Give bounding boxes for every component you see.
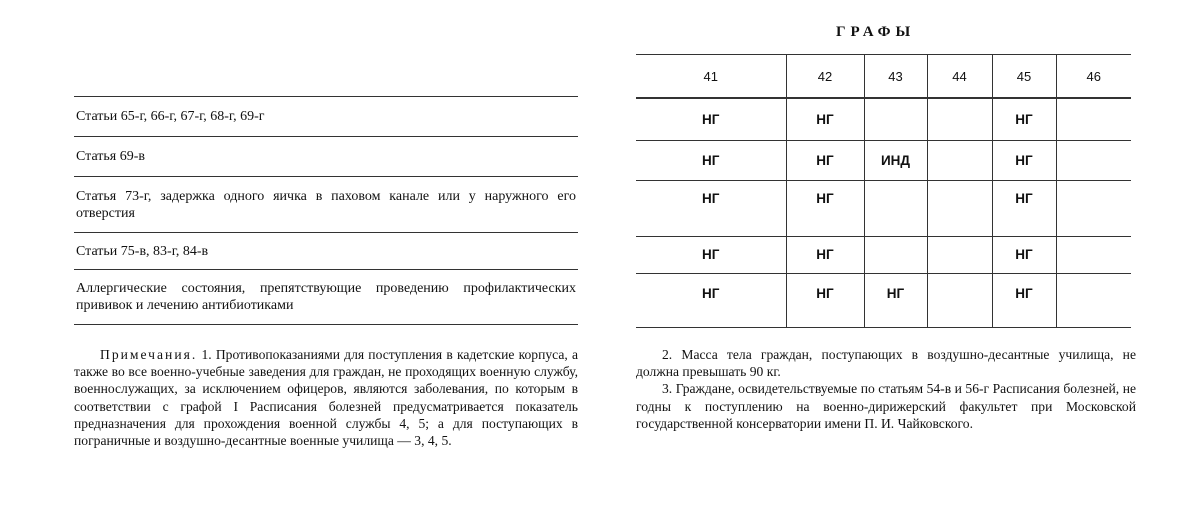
table-cell: [864, 236, 927, 273]
condition-text: Аллергические состояния, препятствующие проведению профилактических прививок и лечению антибиотиками: [76, 281, 576, 313]
table-cell: НГ: [992, 140, 1056, 180]
table-cell: [1056, 236, 1131, 273]
table-cell: НГ: [992, 180, 1056, 236]
column-header: 45: [992, 55, 1056, 99]
condition-text: Статьи 65-г, 66-г, 67-г, 68-г, 69-г: [76, 109, 265, 124]
table-cell: [927, 140, 992, 180]
condition-text: Статья 73-г, задержка одного яичка в паховом канале или у наружного его отверстия: [76, 188, 576, 221]
column-header: 42: [786, 55, 864, 99]
table-cell: НГ: [864, 273, 927, 327]
table-cell: НГ: [786, 140, 864, 180]
table-row: [636, 273, 1131, 327]
table-cell: ИНД: [864, 140, 927, 180]
condition-row: [74, 176, 578, 232]
column-header: 44: [927, 55, 992, 99]
table-cell: НГ: [992, 98, 1056, 140]
table-cell: [864, 180, 927, 236]
condition-row: [74, 269, 578, 325]
table-cell: НГ: [636, 140, 786, 180]
table-row: [636, 98, 1131, 140]
table-cell: НГ: [636, 273, 786, 327]
table-cell: [864, 98, 927, 140]
table-cell: [927, 236, 992, 273]
table-title: ГРАФЫ: [836, 24, 916, 40]
table-cell: НГ: [786, 180, 864, 236]
notes-text: 1. Противопоказаниями для поступления в кадетские корпуса, а также во все военно-учебные заведения для граждан, не проходящих военную службу, военнослужащих, за исключением офицеров, являются заболевания, по которым в соответствии с графой I Расписания болезней предусматривается показатель предназначения для прохождения военной службы 4, 5; а для поступающих в пограничные и воздушно-десантные военные училища — 3, 4, 5.: [74, 347, 578, 449]
condition-row: [74, 136, 578, 176]
column-header: 41: [636, 55, 786, 99]
condition-row: [74, 96, 578, 136]
note-paragraph: 2. Масса тела граждан, поступающих в воздушно-десантные училища, не должна превышать 90 кг.: [636, 347, 1136, 380]
table-cell: [927, 180, 992, 236]
table-cell: НГ: [786, 98, 864, 140]
table-cell: НГ: [992, 273, 1056, 327]
notes-left: [74, 346, 578, 449]
table-cell: НГ: [636, 236, 786, 273]
table-row: [636, 140, 1131, 180]
table-cell: НГ: [636, 98, 786, 140]
column-header: 43: [864, 55, 927, 99]
table-cell: НГ: [992, 236, 1056, 273]
table-cell: [1056, 180, 1131, 236]
notes-heading: Примечания.: [100, 347, 198, 362]
grafy-table: [636, 54, 1131, 328]
table-cell: [1056, 140, 1131, 180]
condition-text: Статья 69-в: [76, 149, 146, 164]
column-header: 46: [1056, 55, 1131, 99]
note-paragraph: 3. Граждане, освидетельствуемые по статьям 54-в и 56-г Расписания болезней, не годны к поступлению на военно-дирижерский факультет при Московской государственной консерватории имени П. И. Чайковского.: [636, 381, 1136, 431]
table-row: [636, 180, 1131, 236]
table-cell: [1056, 98, 1131, 140]
condition-text: Статьи 75-в, 83-г, 84-в: [76, 243, 209, 259]
table-cell: [1056, 273, 1131, 327]
table-row: [636, 236, 1131, 273]
table-cell: НГ: [786, 273, 864, 327]
table-cell: [927, 98, 992, 140]
table-cell: [927, 273, 992, 327]
table-cell: НГ: [786, 236, 864, 273]
table-cell: НГ: [636, 180, 786, 236]
notes-right: [636, 346, 1136, 432]
conditions-list: [74, 96, 578, 325]
condition-row: [74, 232, 578, 269]
